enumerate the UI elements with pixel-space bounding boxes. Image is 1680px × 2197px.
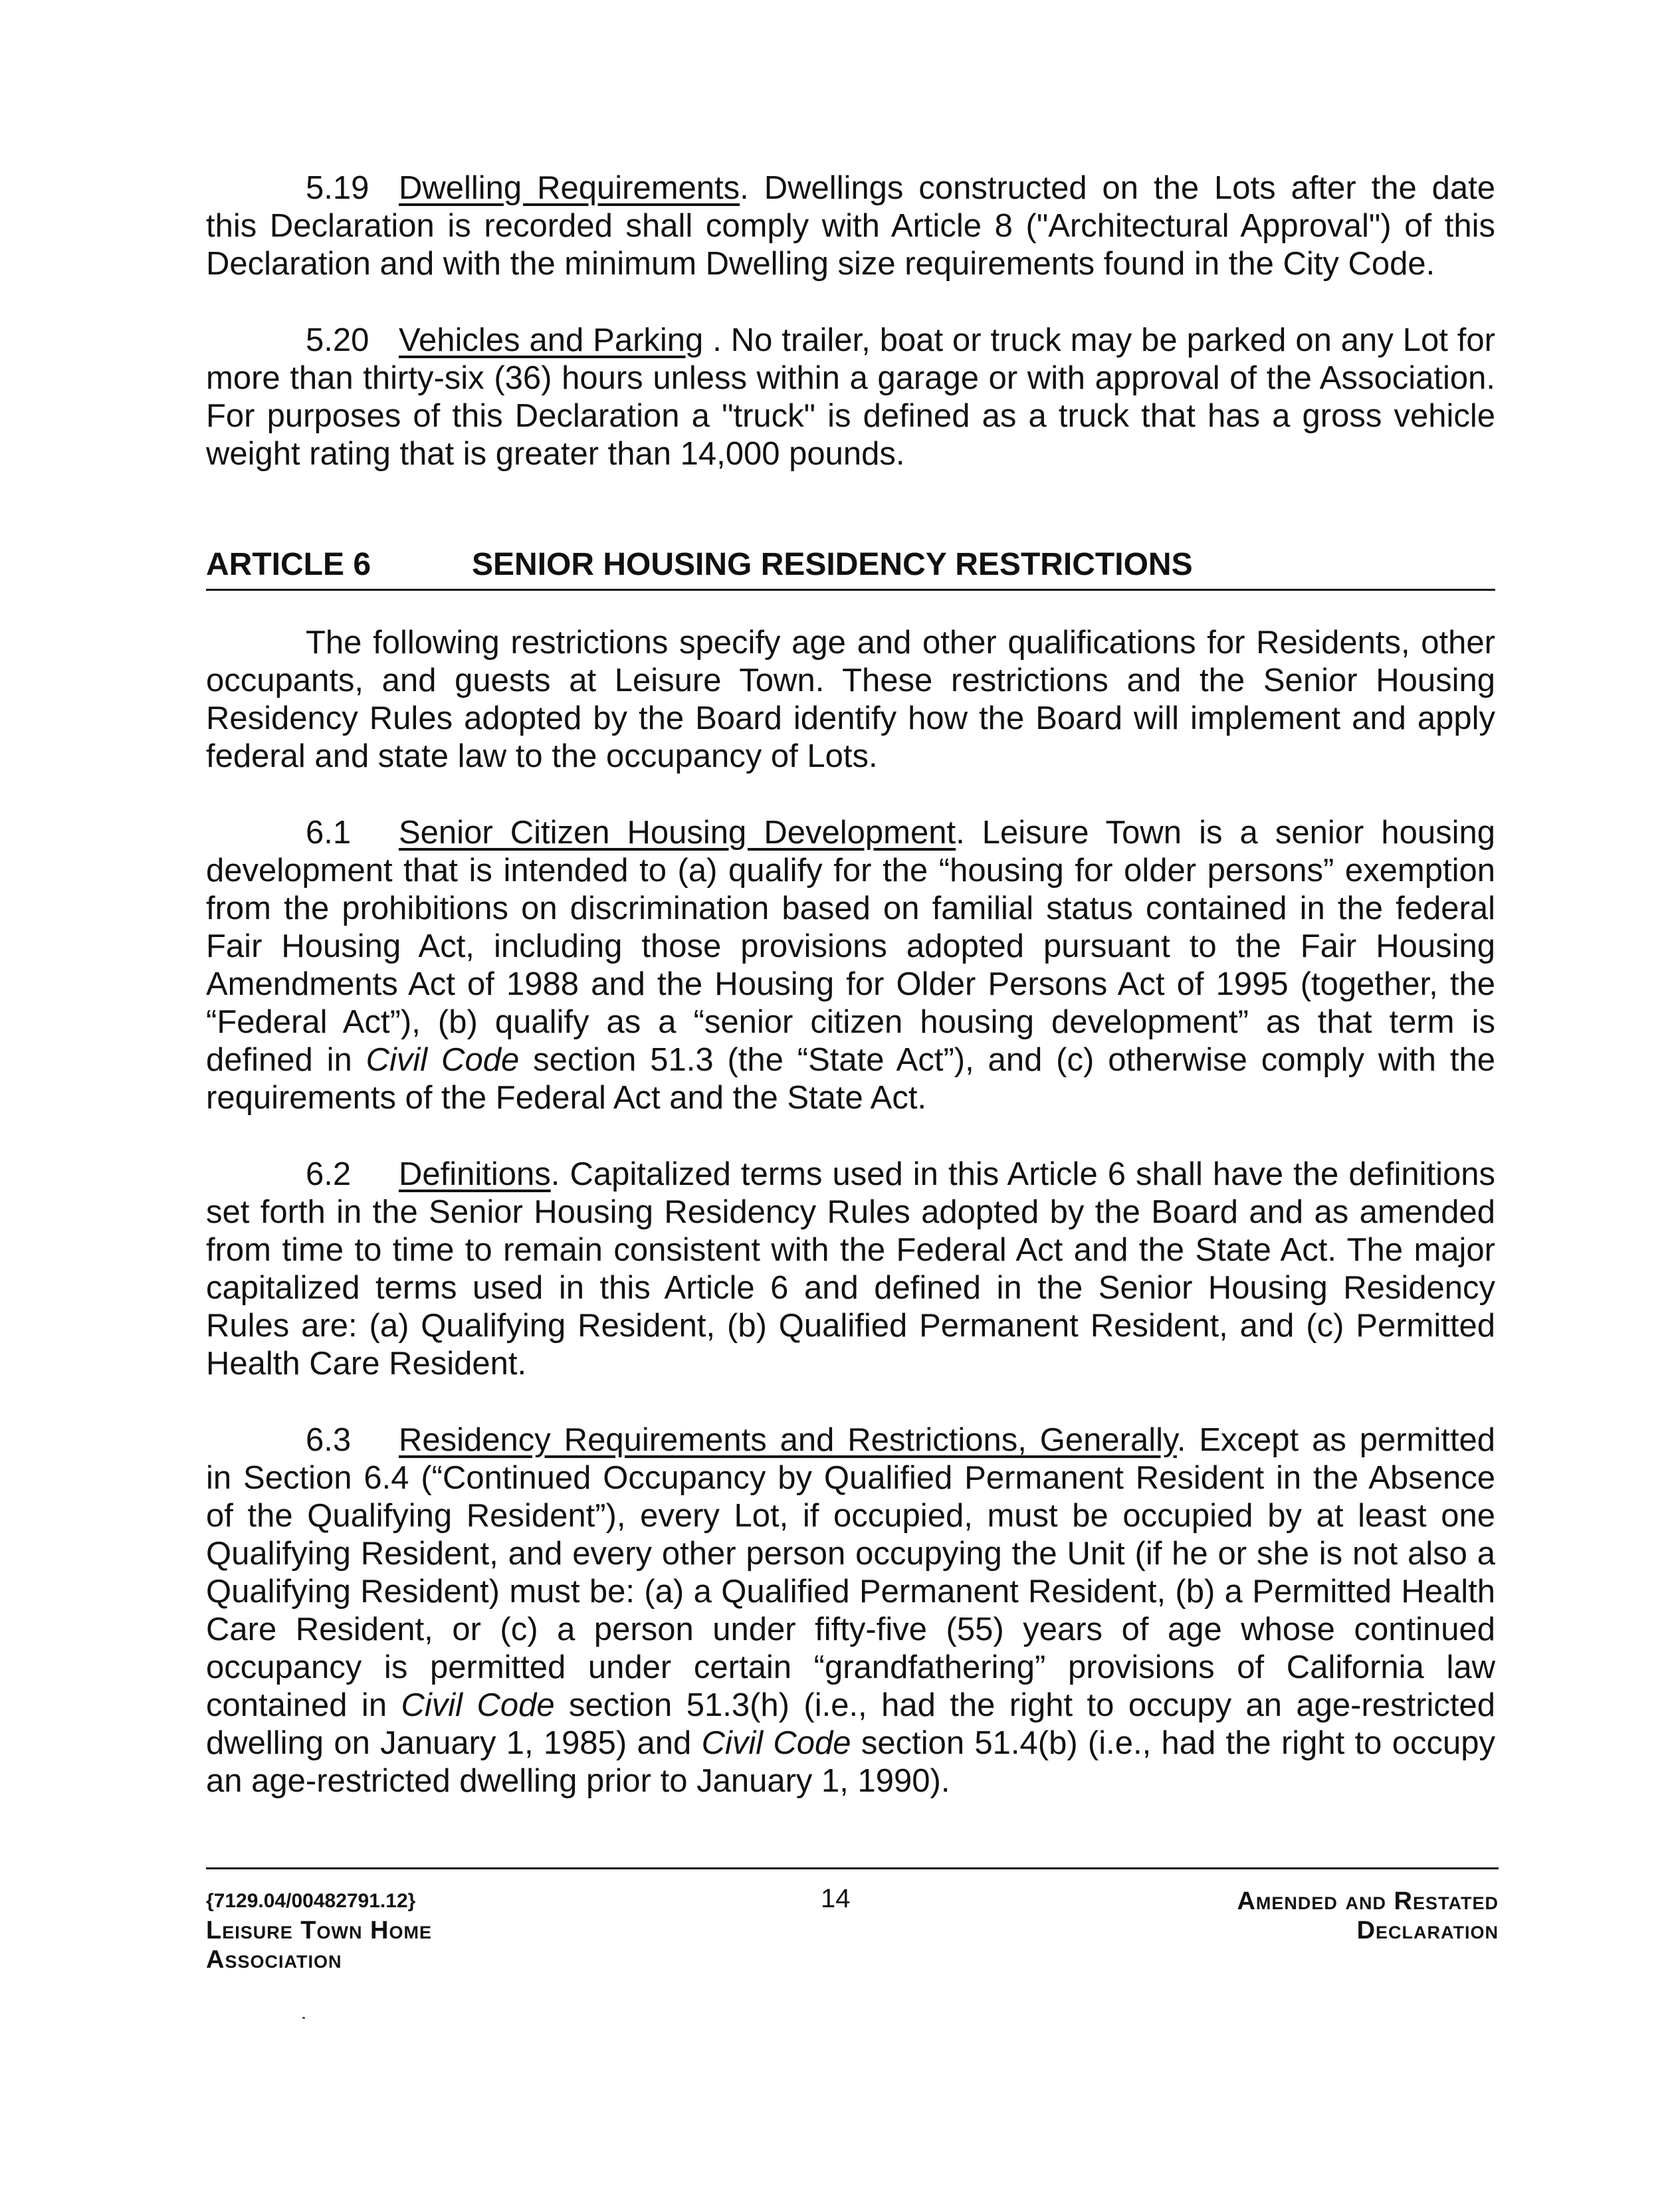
doc-title-line2: Declaration [1356, 1917, 1499, 1944]
section-5-20 [206, 322, 1495, 473]
footer-left [206, 1887, 432, 1974]
section-text: section 51.3 (the “State Act”), and (c) otherwise comply with the requirements of the Federal Act and the State Act. [206, 1042, 1495, 1116]
section-title: Vehicles and Parking [399, 322, 704, 358]
section-text: . Leisure Town is a senior housing development that is intended to (a) qualify for the “housing for older persons” exemption from the prohibitions on discrimination based on familial status contained in the federal Fair Housing Act, including those provisions adopted pursuant to the Fair Housing Amendments Act of 1988 and the Housing for Older Persons Act of 1995 (together, the “Federal Act”), (b) qualify as a “senior citizen housing development” as that term is defined in [206, 815, 1496, 1078]
section-5-19 [206, 169, 1495, 283]
page-number: 14 [821, 1884, 851, 1913]
citation-italic: Civil Code [366, 1042, 520, 1078]
doc-title-line1: Amended and Restated [1237, 1887, 1499, 1915]
article-title: SENIOR HOUSING RESIDENCY RESTRICTIONS [472, 547, 1193, 582]
article-heading [206, 545, 1495, 591]
section-text: . No trailer, boat or truck may be parked on any Lot for more than thirty-six (36) hours unless within a garage or with approval of the Association. For purposes of this Declaration a "truck" is defined as a truck that has a gross vehicle weight rating that is greater than 14,000 pounds. [206, 322, 1495, 472]
section-text: section 51.4(b) (i.e., had the right to occupy an age-restricted dwelling prior to January 1, 1990). [206, 1725, 1495, 1799]
page-content [206, 169, 1495, 1839]
section-title: Senior Citizen Housing Development [399, 815, 956, 851]
section-6-3 [206, 1421, 1495, 1800]
association-name-line2: Association [206, 1946, 342, 1974]
footer-right [1237, 1887, 1499, 1945]
section-title: Definitions [399, 1156, 551, 1192]
section-number: 6.3 [306, 1422, 352, 1458]
association-name-line1: Leisure Town Home [206, 1917, 432, 1944]
document-code: {7129.04/00482791.12} [206, 1890, 416, 1912]
section-number: 5.20 [306, 322, 369, 358]
article-intro: The following restrictions specify age and other qualifications for Residents, other occupants, and guests at Leisure Town. These restrictions and the Senior Housing Residency Rules adopted by the Board identify how the Board will implement and apply federal and state law to the occupancy of Lots. [206, 625, 1495, 774]
scan-speck [302, 2017, 305, 2019]
citation-italic: Civil Code [401, 1687, 555, 1723]
section-title: Dwelling Requirements [399, 170, 740, 206]
section-text: . Dwellings constructed on the Lots after the date this Declaration is recorded shall comply with Article 8 ("Architectural Approval") of this Declaration and with the minimum Dwelling size requirements found in the City Code. [206, 170, 1495, 282]
article-number: ARTICLE 6 [206, 547, 371, 582]
section-6-2 [206, 1156, 1495, 1383]
section-text: . Capitalized terms used in this Article 6 shall have the definitions set forth in the Senior Housing Residency Rules adopted by the Board and as amended from time to time to remain consistent with the Federal Act and the State Act. The major capitalized terms used in this Article 6 and defined in the Senior Housing Residency Rules are: (a) Qualifying Resident, (b) Qualified Permanent Resident, and (c) Permitted Health Care Resident. [206, 1156, 1495, 1382]
section-number: 6.2 [306, 1156, 352, 1192]
section-text: . Except as permitted in Section 6.4 (“Continued Occupancy by Qualified Permanent Resident in the Absence of the Qualifying Resident”), every Lot, if occupied, must be occupied by at least one Qualifying Resident, and every other person occupying the Unit (if he or she is not also a Qualifying Resident) must be: (a) a Qualified Permanent Resident, (b) a Permitted Health Care Resident, or (c) a person under fifty-five (55) years of age whose continued occupancy is permitted under certain “grandfathering” provisions of California law contained in [206, 1422, 1495, 1723]
section-6-1 [206, 814, 1495, 1117]
section-title: Residency Requirements and Restrictions, Generally [399, 1422, 1177, 1458]
page-footer [206, 1867, 1499, 1974]
section-text: section 51.3(h) (i.e., had the right to occupy an age-restricted dwelling on January 1, 1985) and [206, 1687, 1495, 1761]
section-number: 5.19 [306, 170, 369, 206]
section-number: 6.1 [306, 815, 352, 851]
citation-italic: Civil Code [701, 1725, 851, 1761]
